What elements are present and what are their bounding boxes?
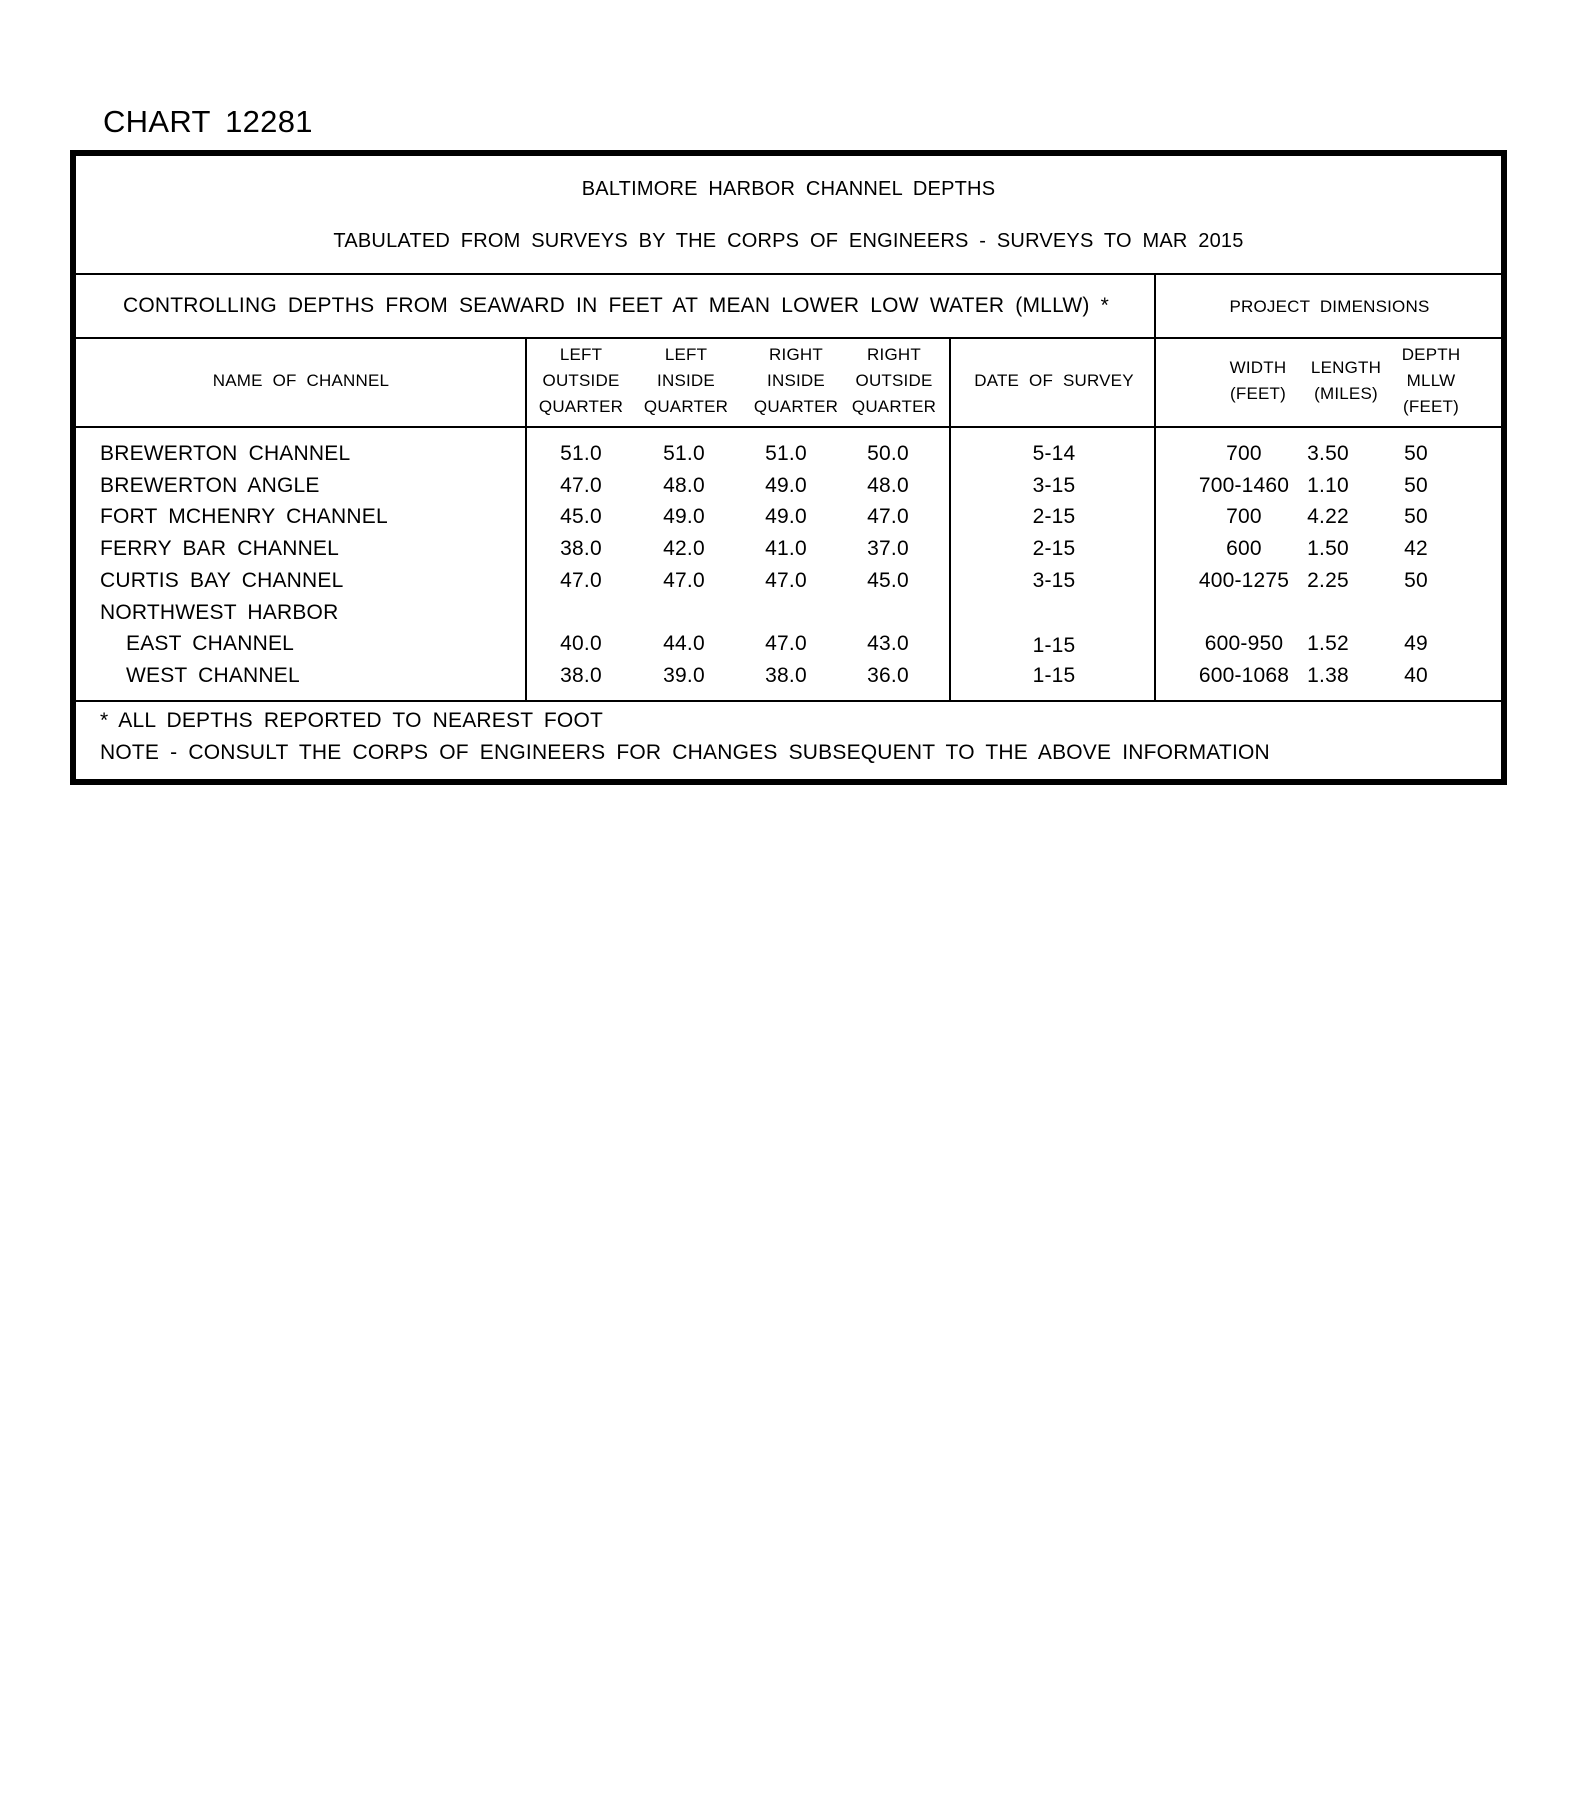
cell-date-of-survey: 2-15 bbox=[1032, 537, 1076, 560]
cell-width: 700-1460 bbox=[1198, 474, 1290, 497]
column-header-left-inside: LEFT INSIDE QUARTER bbox=[643, 345, 729, 416]
cell-left-inside: 47.0 bbox=[663, 569, 705, 592]
column-header-right-outside: RIGHT OUTSIDE QUARTER bbox=[851, 345, 937, 416]
cell-date-of-survey: 3-15 bbox=[1032, 569, 1076, 592]
cell-right-inside: 51.0 bbox=[765, 442, 807, 465]
divider-group-header bbox=[76, 337, 1501, 339]
cell-width: 600-950 bbox=[1204, 632, 1284, 655]
cell-length: 1.52 bbox=[1307, 632, 1349, 655]
cell-right-outside: 50.0 bbox=[867, 442, 909, 465]
cell-left-outside: 47.0 bbox=[560, 474, 602, 497]
cell-date-of-survey: 3-15 bbox=[1032, 474, 1076, 497]
cell-length: 2.25 bbox=[1307, 569, 1349, 592]
cell-left-inside: 49.0 bbox=[663, 505, 705, 528]
cell-left-inside: 48.0 bbox=[663, 474, 705, 497]
cell-right-outside: 37.0 bbox=[867, 537, 909, 560]
cell-left-outside: 47.0 bbox=[560, 569, 602, 592]
channel-depths-table bbox=[70, 150, 1507, 785]
cell-channel-name: EAST CHANNEL bbox=[126, 632, 295, 655]
column-header-width: WIDTH (FEET) bbox=[1229, 358, 1287, 403]
cell-left-inside: 39.0 bbox=[663, 664, 705, 687]
vertical-divider-project bbox=[1154, 273, 1156, 702]
cell-length: 4.22 bbox=[1307, 505, 1349, 528]
cell-depth: 42 bbox=[1404, 537, 1428, 560]
column-header-depth: DEPTH MLLW (FEET) bbox=[1401, 345, 1461, 416]
cell-right-inside: 41.0 bbox=[765, 537, 807, 560]
cell-channel-name: BREWERTON ANGLE bbox=[100, 474, 320, 497]
cell-length: 1.10 bbox=[1307, 474, 1349, 497]
column-header-right-inside: RIGHT INSIDE QUARTER bbox=[753, 345, 839, 416]
cell-left-inside: 42.0 bbox=[663, 537, 705, 560]
column-header-date: DATE OF SURVEY bbox=[974, 371, 1134, 390]
cell-channel-name: FORT MCHENRY CHANNEL bbox=[100, 505, 388, 528]
divider-title bbox=[76, 273, 1501, 275]
table-subtitle: TABULATED FROM SURVEYS BY THE CORPS OF ENGINEERS - SURVEYS TO MAR 2015 bbox=[333, 230, 1244, 252]
cell-length: 3.50 bbox=[1307, 442, 1349, 465]
cell-channel-name: FERRY BAR CHANNEL bbox=[100, 537, 340, 560]
cell-right-inside: 49.0 bbox=[765, 474, 807, 497]
cell-date-of-survey: 5-14 bbox=[1032, 442, 1076, 465]
cell-channel-name: NORTHWEST HARBOR bbox=[100, 601, 339, 624]
cell-length: 1.38 bbox=[1307, 664, 1349, 687]
cell-date-of-survey: 2-15 bbox=[1032, 505, 1076, 528]
cell-depth: 50 bbox=[1404, 569, 1428, 592]
cell-depth: 40 bbox=[1404, 664, 1428, 687]
cell-width: 700 bbox=[1226, 505, 1262, 528]
cell-left-outside: 38.0 bbox=[560, 664, 602, 687]
cell-right-outside: 36.0 bbox=[867, 664, 909, 687]
cell-channel-name: WEST CHANNEL bbox=[126, 664, 300, 687]
footnote-note: NOTE - CONSULT THE CORPS OF ENGINEERS FOR CHANGES SUBSEQUENT TO THE ABOVE INFORMATION bbox=[100, 741, 1270, 764]
cell-left-inside: 51.0 bbox=[663, 442, 705, 465]
controlling-depths-header: CONTROLLING DEPTHS FROM SEAWARD IN FEET AT MEAN LOWER LOW WATER (MLLW) * bbox=[122, 294, 1110, 317]
cell-depth: 49 bbox=[1404, 632, 1428, 655]
cell-depth: 50 bbox=[1404, 474, 1428, 497]
footnote-depths: * ALL DEPTHS REPORTED TO NEAREST FOOT bbox=[100, 709, 604, 732]
cell-right-outside: 47.0 bbox=[867, 505, 909, 528]
cell-right-outside: 43.0 bbox=[867, 632, 909, 655]
cell-left-inside: 44.0 bbox=[663, 632, 705, 655]
cell-date-of-survey: 1-15 bbox=[1032, 634, 1076, 657]
vertical-divider-date-left bbox=[949, 337, 951, 702]
column-header-name: NAME OF CHANNEL bbox=[212, 371, 390, 390]
divider-footnotes bbox=[76, 700, 1501, 702]
cell-channel-name: CURTIS BAY CHANNEL bbox=[100, 569, 344, 592]
cell-date-of-survey: 1-15 bbox=[1032, 664, 1076, 687]
cell-right-inside: 47.0 bbox=[765, 569, 807, 592]
cell-depth: 50 bbox=[1404, 505, 1428, 528]
cell-left-outside: 38.0 bbox=[560, 537, 602, 560]
chart-number-label: CHART 12281 bbox=[103, 104, 313, 139]
cell-right-inside: 47.0 bbox=[765, 632, 807, 655]
table-title: BALTIMORE HARBOR CHANNEL DEPTHS bbox=[581, 178, 996, 200]
cell-right-inside: 49.0 bbox=[765, 505, 807, 528]
cell-width: 600-1068 bbox=[1198, 664, 1290, 687]
project-dimensions-header: PROJECT DIMENSIONS bbox=[1229, 297, 1430, 316]
cell-left-outside: 51.0 bbox=[560, 442, 602, 465]
cell-width: 400-1275 bbox=[1198, 569, 1290, 592]
cell-right-outside: 48.0 bbox=[867, 474, 909, 497]
cell-width: 700 bbox=[1226, 442, 1262, 465]
cell-right-inside: 38.0 bbox=[765, 664, 807, 687]
vertical-divider-name bbox=[525, 337, 527, 702]
cell-channel-name: BREWERTON CHANNEL bbox=[100, 442, 351, 465]
cell-left-outside: 40.0 bbox=[560, 632, 602, 655]
cell-depth: 50 bbox=[1404, 442, 1428, 465]
cell-left-outside: 45.0 bbox=[560, 505, 602, 528]
divider-column-header bbox=[76, 426, 1501, 428]
cell-width: 600 bbox=[1226, 537, 1262, 560]
cell-length: 1.50 bbox=[1307, 537, 1349, 560]
column-header-length: LENGTH (MILES) bbox=[1310, 358, 1382, 403]
cell-right-outside: 45.0 bbox=[867, 569, 909, 592]
column-header-left-outside: LEFT OUTSIDE QUARTER bbox=[538, 345, 624, 416]
